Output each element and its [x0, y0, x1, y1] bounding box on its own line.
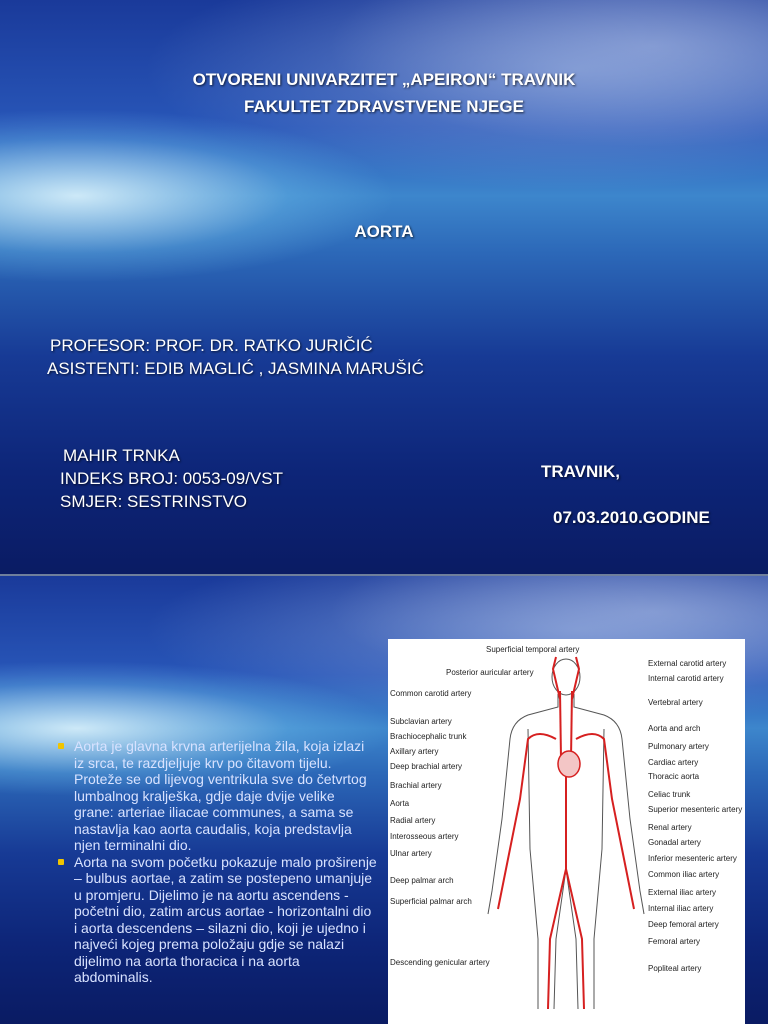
bullet-item: Aorta na svom početku pokazuje malo proširenje – bulbus aortae, a zatim se postepeno umanjuje u promjeru. Dijelimo je na aortu ascendens - početni dio, zatim arcus aortae - horizontalni dio i aorta descendens – silazni dio, koji je ujedno i najveći kojeg prema položaju gdje se nalazi dijelimo na aorta thoracica i na aorta abdominalis. [58, 854, 378, 986]
diagram-label: Common iliac artery [648, 870, 720, 879]
diagram-label: Deep palmar arch [390, 876, 454, 885]
university-name: OTVORENI UNIVARZITET „APEIRON“ TRAVNIK [192, 70, 576, 89]
index-number: INDEKS BROJ: 0053-09/VST [60, 469, 283, 488]
professor-line: PROFESOR: PROF. DR. RATKO JURIČIĆ [50, 336, 373, 355]
diagram-label: Thoracic aorta [648, 772, 700, 781]
diagram-label: Interosseous artery [390, 832, 459, 841]
bullet-item: Aorta je glavna krvna arterijelna žila, koja izlazi iz srca, te razdjeljuje krv po čitavom tijelu. Proteže se od lijevog ventrikula sve do četvrtog lumbalnog kralješka, gdje daje dvije velike grane: arteriae iliacae communes, a sama se nastavlja kao aorta caudalis, koja predstavlja njen terminalni dio. [58, 738, 378, 854]
diagram-label: Vertebral artery [648, 698, 703, 707]
major-line: SMJER: SESTRINSTVO [60, 492, 248, 511]
faculty-name: FAKULTET ZDRAVSTVENE NJEGE [244, 97, 524, 116]
content-slide [0, 576, 768, 1024]
diagram-label: Pulmonary artery [648, 742, 709, 751]
aorta-bullet-list [58, 738, 378, 986]
bullet-icon [58, 743, 64, 749]
diagram-label: Radial artery [390, 816, 436, 825]
diagram-label: Popliteal artery [648, 964, 702, 973]
diagram-label: Aorta and arch [648, 724, 701, 733]
diagram-label: Cardiac artery [648, 758, 699, 767]
date-line: 07.03.2010.GODINE [553, 508, 710, 527]
diagram-label: Brachiocephalic trunk [390, 732, 467, 741]
city-line: TRAVNIK, [541, 462, 621, 481]
topic-title: AORTA [354, 222, 414, 241]
diagram-label: Axillary artery [390, 747, 439, 756]
diagram-label: Common carotid artery [390, 689, 472, 698]
diagram-label: Deep brachial artery [390, 762, 463, 771]
diagram-label: Deep femoral artery [648, 920, 719, 929]
diagram-label: Internal carotid artery [648, 674, 724, 683]
assistants-line: ASISTENTI: EDIB MAGLIĆ , JASMINA MARUŠIĆ [47, 359, 424, 378]
diagram-label: Femoral artery [648, 937, 701, 946]
diagram-label: Superficial temporal artery [486, 645, 580, 654]
diagram-label: Superior mesenteric artery [648, 805, 743, 814]
student-name: MAHIR TRNKA [63, 446, 180, 465]
bullet-icon [58, 859, 64, 865]
diagram-label: Celiac trunk [648, 790, 691, 799]
diagram-label: Aorta [390, 799, 410, 808]
diagram-label: Renal artery [648, 823, 692, 832]
diagram-label: Brachial artery [390, 781, 442, 790]
diagram-label: External iliac artery [648, 888, 717, 897]
diagram-label: Posterior auricular artery [446, 668, 534, 677]
diagram-label: Gonadal artery [648, 838, 701, 847]
diagram-label: Ulnar artery [390, 849, 432, 858]
diagram-label: Descending genicular artery [390, 958, 490, 967]
diagram-label: External carotid artery [648, 659, 727, 668]
diagram-label: Subclavian artery [390, 717, 452, 726]
arterial-system-diagram [388, 639, 745, 1024]
diagram-label: Inferior mesenteric artery [648, 854, 737, 863]
diagram-label: Internal iliac artery [648, 904, 714, 913]
diagram-label: Superficial palmar arch [390, 897, 472, 906]
